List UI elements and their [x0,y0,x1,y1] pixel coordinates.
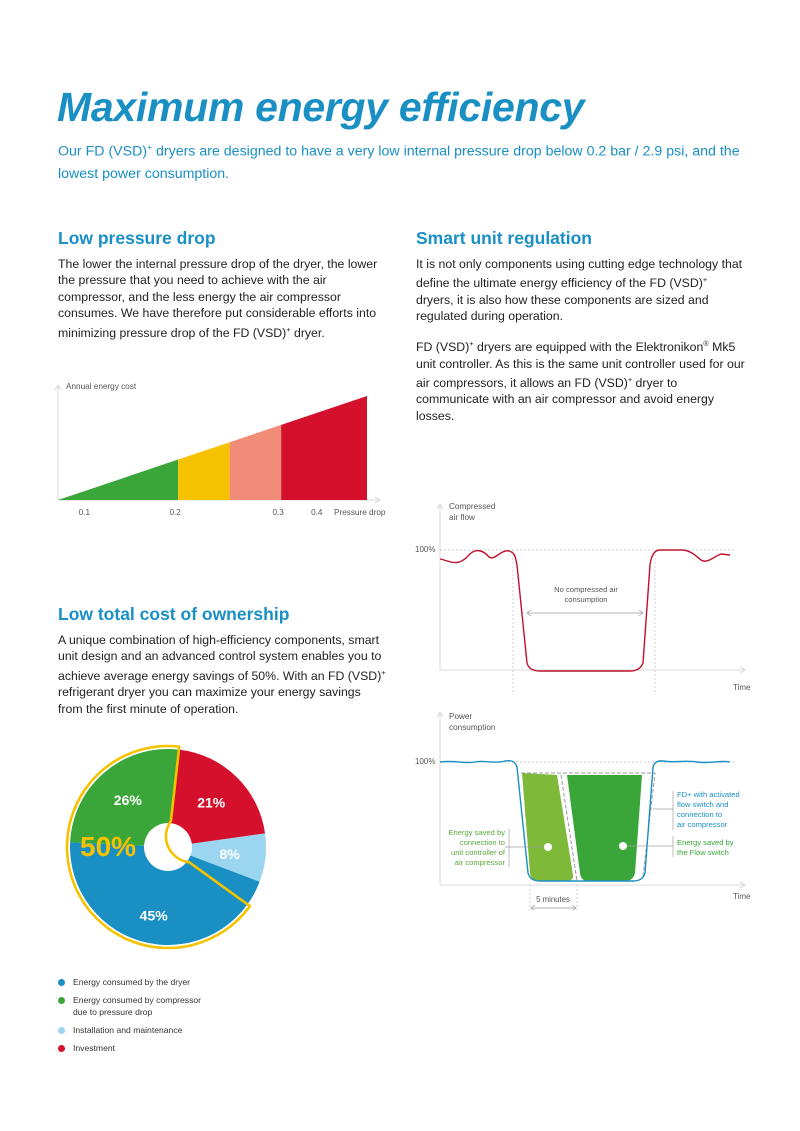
annotation-left-line2: connection to [459,838,505,847]
power-consumption-chart [405,705,765,910]
body-text: dryer. [290,325,325,340]
subtitle-sup: + [147,142,153,152]
smart-regulation-body-1 [416,256,746,325]
slice-label: 8% [219,845,240,862]
legend-item [58,976,318,988]
legend-item [58,1042,318,1054]
page-title: Maximum energy efficiency [57,84,585,130]
section-heading-low-pressure: Low pressure drop [58,228,216,248]
y-axis-label-line1: Power [449,712,473,721]
body-text: FD (VSD) [416,340,470,355]
legend-label: Energy consumed by the dryer [73,977,191,987]
annotation-right-top-line1: FD+ with activated [677,790,740,799]
legend-label: Investment [73,1043,116,1053]
x-tick-label: 0.3 [272,508,284,517]
legend-item [58,1024,318,1036]
legend-label: Installation and maintenance [73,1025,183,1035]
legend-dot-icon [58,1027,65,1034]
x-axis-label: Pressure drop [334,508,386,517]
annotation-line1: No compressed air [554,585,618,594]
x-tick-label: 0.1 [78,508,91,517]
body-text: dryers, it is also how these components are sized and regulated during operation. [416,292,709,324]
annotation-right-top-line4: air compressor [677,820,728,829]
page-subtitle [58,136,758,185]
slice-label: 45% [139,907,168,924]
body-text: A unique combination of high-efficiency components, smart unit design and an advanced control system enables you to achieve average energy savings of 50%. With an FD (VSD) [58,633,382,683]
subtitle-text: Our FD (VSD) [58,143,148,160]
x-axis-label: Time [733,892,751,901]
legend-dot-icon [58,979,65,986]
area-segment [178,442,230,500]
y-axis-label-line2: air flow [449,513,475,522]
annotation-left-line4: air compressor [454,858,505,867]
legend-item [58,994,318,1018]
legend-dot-icon [58,1045,65,1052]
air-flow-chart [405,495,765,695]
legend-dot-icon [58,997,65,1004]
area-segment [230,425,282,500]
low-pressure-body [58,256,388,341]
registered-mark: ® [703,339,709,348]
y-axis-label-line2: consumption [449,723,496,732]
slice-label: 21% [197,794,226,811]
body-sup: + [286,324,291,334]
savings-percent-label: 50% [80,831,137,862]
energy-saved-controller-area [522,773,573,881]
y-axis-label-line1: Compressed [449,502,496,511]
annotation-right-bottom-line2: the Flow switch [677,848,729,857]
donut-legend [58,976,318,1060]
y-tick-100: 100% [415,545,436,554]
slice-label: 26% [113,791,142,808]
y-tick-100: 100% [415,757,436,766]
body-text: It is not only components using cutting edge technology that define the ultimate energy efficiency of the FD (VSD) [416,257,743,291]
body-sup: + [627,374,633,384]
area-segment [58,460,178,500]
tco-body [58,632,388,717]
body-sup: + [469,339,474,348]
marker-flowswitch [619,842,627,850]
annotation-line2: consumption [564,595,608,604]
marker-controller [544,843,552,851]
arrow-head-right [572,905,576,910]
pressure-drop-chart [50,378,395,523]
section-heading-tco: Low total cost of ownership [58,604,290,624]
body-text: The lower the internal pressure drop of the dryer, the lower the pressure that you need to achieve with the air compressor, and the less energy the air compressor consumes. We have therefore put considerable efforts into minimizing pressure drop of the FD (VSD) [58,257,378,340]
smart-regulation-body-2 [416,336,746,424]
body-sup: + [381,667,386,677]
x-tick-label: 0.4 [311,508,323,517]
x-axis-label: Time [733,683,751,692]
body-text: Mk5 unit controller. As this is the same unit controller used for our air compressors, it allows an FD (VSD) [416,340,745,390]
air-flow-series [440,550,730,671]
x-tick-label: 0.2 [169,508,181,517]
annotation-left-line1: Energy saved by [448,828,505,837]
cost-donut-chart [40,735,280,960]
annotation-left-line3: unit controller of [450,848,505,857]
body-text: dryer to communicate with an air compressor and avoid energy losses. [416,376,715,423]
body-text: refrigerant dryer you can maximize your energy savings from the first minute of operation. [58,685,361,716]
duration-label: 5 minutes [536,895,570,904]
energy-saved-flowswitch-area [567,775,642,881]
area-segment [281,396,367,500]
section-heading-smart-regulation: Smart unit regulation [416,228,592,248]
annotation-right-top-line2: flow switch and [677,800,729,809]
annotation-right-top-line3: connection to [677,810,723,819]
arrow-head-left [531,905,535,910]
subtitle-text: dryers are designed to have a very low internal pressure drop below 0.2 bar / 2.9 psi, and the lowest power consumption. [58,143,740,182]
legend-label: Energy consumed by compressor due to pressure drop [73,995,202,1017]
y-axis-label: Annual energy cost [66,382,137,391]
area-segments [58,396,367,500]
body-sup: + [702,275,708,285]
body-text: dryers are equipped with the Elektronikon [473,340,704,355]
annotation-right-bottom-line1: Energy saved by [677,838,734,847]
x-tick-labels [79,508,323,517]
